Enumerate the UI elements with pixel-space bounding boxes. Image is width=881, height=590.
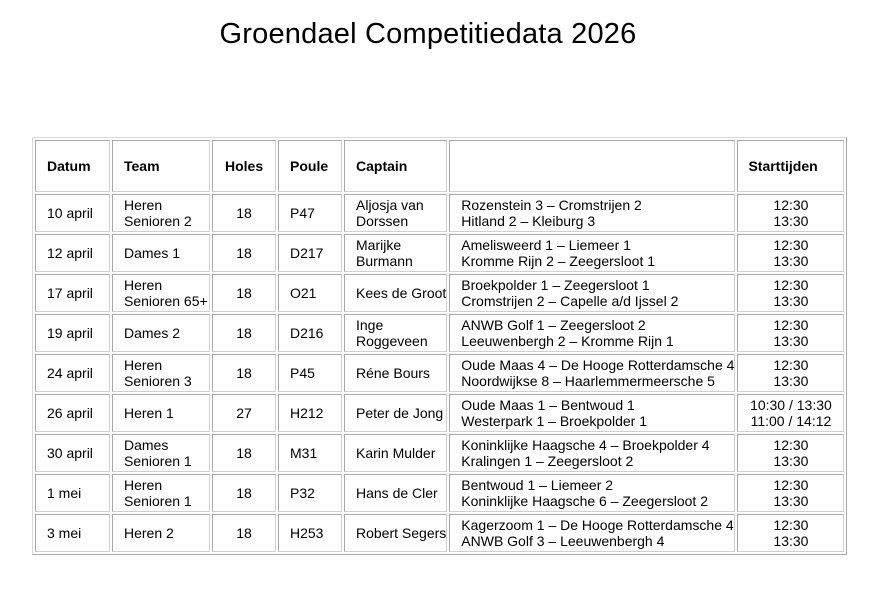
cell-poule: M31	[278, 434, 342, 472]
header-starttijden: Starttijden	[737, 140, 844, 192]
cell-holes: 18	[212, 314, 276, 352]
cell-captain	[344, 234, 447, 272]
cell-holes: 18	[212, 234, 276, 272]
match-line-1: Bentwoud 1 – Liemeer 2	[461, 477, 614, 493]
cell-holes: 18	[212, 434, 276, 472]
team-line-2: Senioren 3	[124, 373, 192, 389]
start-line-2: 13:30	[773, 453, 809, 469]
start-line-1: 12:30	[773, 357, 809, 373]
cell-matches	[449, 234, 735, 272]
match-line-1: Rozenstein 3 – Cromstrijen 2	[461, 197, 642, 213]
start-line-2: 13:30	[773, 493, 809, 509]
header-matches	[449, 140, 735, 192]
cell-starttijden	[737, 394, 844, 432]
cell-team	[112, 194, 210, 232]
cell-matches	[449, 194, 735, 232]
captain-line-1: Peter de Jong	[356, 405, 444, 421]
cell-starttijden	[737, 314, 844, 352]
cell-matches	[449, 314, 735, 352]
start-line-1: 12:30	[773, 197, 809, 213]
cell-team	[112, 274, 210, 312]
cell-poule: D216	[278, 314, 342, 352]
cell-team	[112, 394, 210, 432]
captain-line-1: Hans de Cler	[356, 485, 438, 501]
table-row	[35, 474, 844, 512]
start-line-2: 13:30	[773, 333, 809, 349]
cell-team	[112, 514, 210, 552]
page-title: Groendael Competitiedata 2026	[219, 18, 637, 50]
team-line-1: Heren	[124, 357, 163, 373]
team-line-1: Heren	[124, 277, 163, 293]
cell-starttijden	[737, 354, 844, 392]
cell-poule: O21	[278, 274, 342, 312]
cell-poule: H212	[278, 394, 342, 432]
cell-datum: 24 april	[35, 354, 110, 392]
match-line-2: Cromstrijen 2 – Capelle a/d Ijssel 2	[461, 293, 679, 309]
match-line-2: Kromme Rijn 2 – Zeegersloot 1	[461, 253, 656, 269]
match-line-2: Hitland 2 – Kleiburg 3	[461, 213, 596, 229]
cell-holes: 18	[212, 474, 276, 512]
cell-poule: H253	[278, 514, 342, 552]
cell-starttijden	[737, 474, 844, 512]
header-datum: Datum	[35, 140, 110, 192]
captain-line-2: Dorssen	[356, 213, 409, 229]
table-row	[35, 314, 844, 352]
cell-team	[112, 314, 210, 352]
cell-starttijden	[737, 234, 844, 272]
cell-datum: 19 april	[35, 314, 110, 352]
team-line-2: Senioren 2	[124, 213, 192, 229]
start-line-2: 13:30	[773, 253, 809, 269]
cell-captain	[344, 474, 447, 512]
cell-poule: P45	[278, 354, 342, 392]
cell-team	[112, 434, 210, 472]
match-line-2: ANWB Golf 3 – Leeuwenbergh 4	[461, 533, 665, 549]
match-line-1: Kagerzoom 1 – De Hooge Rotterdamsche 4	[461, 517, 734, 533]
cell-datum: 10 april	[35, 194, 110, 232]
cell-matches	[449, 474, 735, 512]
cell-matches	[449, 514, 735, 552]
captain-line-1: Marijke	[356, 237, 402, 253]
match-line-1: Broekpolder 1 – Zeegersloot 1	[461, 277, 650, 293]
cell-datum: 26 april	[35, 394, 110, 432]
cell-team	[112, 474, 210, 512]
cell-holes: 18	[212, 274, 276, 312]
cell-starttijden	[737, 434, 844, 472]
table-header-row	[35, 140, 844, 192]
cell-holes: 27	[212, 394, 276, 432]
cell-datum: 30 april	[35, 434, 110, 472]
start-line-2: 13:30	[773, 213, 809, 229]
team-line-1: Dames 2	[124, 325, 181, 341]
cell-matches	[449, 354, 735, 392]
captain-line-1: Karin Mulder	[356, 445, 436, 461]
cell-team	[112, 354, 210, 392]
match-line-2: Westerpark 1 – Broekpolder 1	[461, 413, 648, 429]
start-line-2: 13:30	[773, 373, 809, 389]
cell-holes: 18	[212, 514, 276, 552]
cell-team	[112, 234, 210, 272]
start-line-2: 11:00 / 14:12	[750, 413, 832, 429]
cell-starttijden	[737, 514, 844, 552]
match-line-2: Noordwijkse 8 – Haarlemmermeersche 5	[461, 373, 715, 389]
cell-captain	[344, 354, 447, 392]
match-line-1: Amelisweerd 1 – Liemeer 1	[461, 237, 631, 253]
cell-captain	[344, 194, 447, 232]
table-row	[35, 394, 844, 432]
start-line-1: 10:30 / 13:30	[750, 397, 832, 413]
cell-matches	[449, 434, 735, 472]
start-line-2: 13:30	[773, 293, 809, 309]
match-line-2: Leeuwenbergh 2 – Kromme Rijn 1	[461, 333, 674, 349]
cell-datum: 1 mei	[35, 474, 110, 512]
start-line-2: 13:30	[773, 533, 809, 549]
cell-captain	[344, 514, 447, 552]
captain-line-1: Réne Bours	[356, 365, 430, 381]
start-line-1: 12:30	[773, 277, 809, 293]
table-row	[35, 234, 844, 272]
table-body	[35, 194, 844, 552]
captain-line-1: Kees de Groot	[356, 285, 447, 301]
start-line-1: 12:30	[773, 517, 809, 533]
match-line-1: Oude Maas 4 – De Hooge Rotterdamsche 4	[461, 357, 735, 373]
cell-captain	[344, 314, 447, 352]
table-row	[35, 354, 844, 392]
team-line-1: Dames 1	[124, 245, 181, 261]
team-line-2: Senioren 65+	[124, 293, 208, 309]
team-line-1: Heren 1	[124, 405, 174, 421]
header-holes: Holes	[212, 140, 276, 192]
match-line-1: Oude Maas 1 – Bentwoud 1	[461, 397, 635, 413]
table-row	[35, 194, 844, 232]
table-row	[35, 514, 844, 552]
cell-holes: 18	[212, 194, 276, 232]
team-line-1: Heren	[124, 477, 163, 493]
cell-holes: 18	[212, 354, 276, 392]
competition-table	[32, 137, 847, 555]
captain-line-1: Robert Segers	[356, 525, 447, 541]
cell-captain	[344, 274, 447, 312]
table-row	[35, 274, 844, 312]
cell-datum: 3 mei	[35, 514, 110, 552]
team-line-2: Senioren 1	[124, 493, 192, 509]
cell-poule: P32	[278, 474, 342, 512]
start-line-1: 12:30	[773, 477, 809, 493]
team-line-1: Heren 2	[124, 525, 174, 541]
cell-poule: D217	[278, 234, 342, 272]
header-poule: Poule	[278, 140, 342, 192]
table-row	[35, 434, 844, 472]
match-line-1: Koninklijke Haagsche 4 – Broekpolder 4	[461, 437, 710, 453]
header-captain: Captain	[344, 140, 447, 192]
cell-datum: 12 april	[35, 234, 110, 272]
cell-starttijden	[737, 274, 844, 312]
cell-matches	[449, 394, 735, 432]
captain-line-2: Roggeveen	[356, 333, 428, 349]
team-line-2: Senioren 1	[124, 453, 192, 469]
team-line-1: Heren	[124, 197, 163, 213]
start-line-1: 12:30	[773, 317, 809, 333]
cell-captain	[344, 434, 447, 472]
captain-line-1: Inge	[356, 317, 384, 333]
cell-matches	[449, 274, 735, 312]
start-line-1: 12:30	[773, 437, 809, 453]
cell-starttijden	[737, 194, 844, 232]
match-line-1: ANWB Golf 1 – Zeegersloot 2	[461, 317, 646, 333]
header-team: Team	[112, 140, 210, 192]
cell-poule: P47	[278, 194, 342, 232]
team-line-1: Dames	[124, 437, 169, 453]
match-line-2: Kralingen 1 – Zeegersloot 2	[461, 453, 634, 469]
match-line-2: Koninklijke Haagsche 6 – Zeegersloot 2	[461, 493, 708, 509]
captain-line-2: Burmann	[356, 253, 413, 269]
cell-datum: 17 april	[35, 274, 110, 312]
start-line-1: 12:30	[773, 237, 809, 253]
captain-line-1: Aljosja van	[356, 197, 424, 213]
cell-captain	[344, 394, 447, 432]
